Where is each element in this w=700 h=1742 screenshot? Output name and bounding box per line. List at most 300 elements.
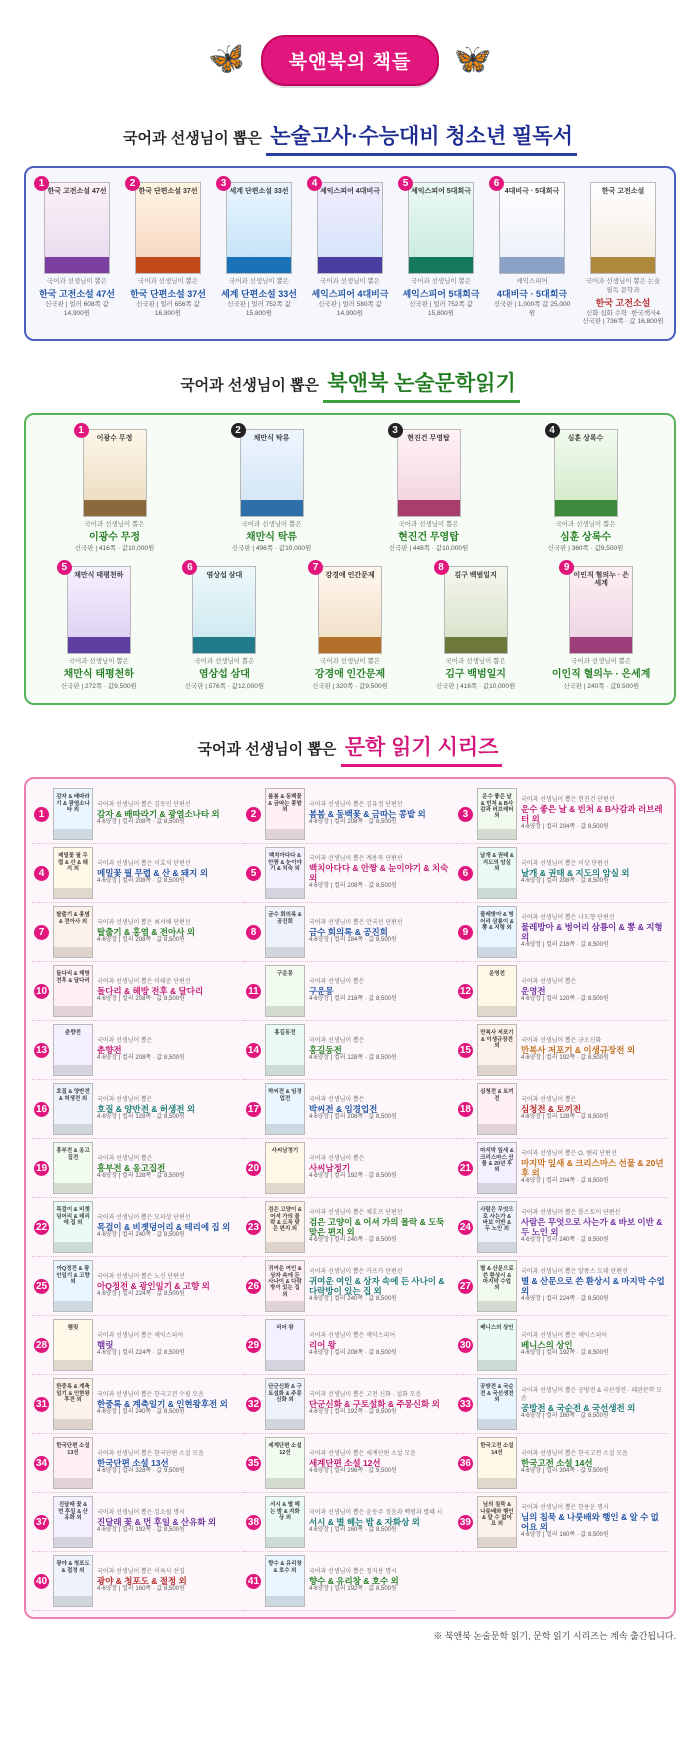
book-publisher-line: 국어과 선생님이 뽑은 세계단편 소설 모음 — [308, 1450, 416, 1457]
cover-title: 단군신화 & 구토설화 & 주몽신화 외 — [268, 1384, 302, 1403]
book-title: 호질 & 양반전 & 허생전 외 — [97, 1104, 195, 1115]
book-number: 21 — [459, 1162, 471, 1174]
book-number: 12 — [459, 985, 471, 997]
cover-band — [45, 257, 109, 273]
book-number: 20 — [247, 1162, 260, 1174]
book-price: 신국판 | 320쪽 · 값9,500원 — [312, 682, 388, 690]
book-card[interactable] — [309, 180, 391, 327]
cover-band — [266, 947, 304, 957]
book-title: 마지막 잎새 & 크리스마스 선물 & 20년 후 외 — [520, 1158, 664, 1179]
section-3-subtitle: 국어과 선생님이 뽑은 — [197, 741, 337, 759]
cover-title: 흥부전 & 옹고집전 — [56, 1148, 90, 1161]
book-publisher-line: 국어과 선생님이 뽑은 — [308, 1096, 365, 1103]
book-meta — [45, 658, 153, 691]
cover-title: 이광수 무정 — [96, 435, 133, 443]
cover-band — [478, 1301, 516, 1311]
cover-title: 한국단편 소설 13선 — [56, 1443, 90, 1456]
book-price: 신국판 | 얼러 752쪽 값 15,800원 — [227, 300, 291, 317]
book-number: 8 — [246, 925, 261, 940]
cover-title: 목걸이 & 비곗덩어리 & 테리에 집 외 — [56, 1207, 90, 1226]
book-meta — [521, 797, 666, 832]
book-publisher-line: 국어과 선생님이 뽑은 — [520, 1096, 577, 1103]
series-item[interactable] — [244, 903, 456, 962]
cover-band — [266, 888, 304, 898]
cover-band — [266, 1478, 304, 1488]
series-item[interactable] — [456, 1434, 668, 1493]
book-cover — [477, 788, 517, 840]
book-number: 3 — [216, 176, 231, 191]
book-publisher-line: 국어과 선생님이 뽑은 나도향 단편선 — [520, 914, 615, 921]
masthead — [0, 0, 700, 120]
book-price: 4·6양장 | 컬러 208쪽 · 값 8,500원 — [308, 883, 397, 890]
book-meta — [97, 1215, 242, 1240]
cover-band — [478, 1242, 516, 1252]
series-item[interactable] — [32, 1434, 244, 1493]
cover-title: 금수 회의록 & 공진회 — [268, 912, 302, 925]
book-title: 한중록 & 계축일기 & 인현왕후전 외 — [97, 1399, 228, 1410]
cover-title: 세계 단편소설 33선 — [229, 188, 289, 195]
book-cover — [499, 182, 565, 274]
series-item[interactable] — [32, 785, 244, 844]
series-item[interactable] — [456, 785, 668, 844]
cover-title: 돌다리 & 해방 전후 & 달다리 — [56, 971, 90, 984]
cover-band — [478, 1537, 516, 1547]
book-title: 진달래 꽃 & 먼 후일 & 산유화 외 — [97, 1517, 217, 1528]
cover-band — [478, 1124, 516, 1134]
book-publisher-line: 국어과 선생님이 뽑은 공방전 & 국선생전 · 패관문학 모음 — [520, 1388, 662, 1402]
book-meta — [36, 278, 118, 318]
book-cover — [477, 1201, 517, 1253]
book-meta — [521, 979, 666, 1004]
book-number: 9 — [559, 560, 574, 575]
book-price: 4·6양장 | 컬러 192쪽 · 값 8,500원 — [520, 1055, 609, 1062]
book-cover — [477, 1496, 517, 1548]
book-meta — [309, 802, 454, 827]
book-publisher-line: 국어과 선생님이 뽑은 — [410, 278, 472, 285]
book-card[interactable] — [296, 564, 404, 691]
book-publisher-line: 국어과 선생님이 뽑은 — [241, 521, 302, 529]
book-title: 이인직 혈의누 · 은세계 — [551, 669, 651, 680]
book-cover — [226, 182, 292, 274]
series-item[interactable] — [32, 1021, 244, 1080]
book-publisher-line: 국어과 선생님이 뽑은 — [97, 1155, 153, 1162]
cover-band — [478, 1183, 516, 1193]
book-card[interactable] — [491, 180, 573, 327]
book-title: 물레방아 & 벙어리 삼룡이 & 뽕 & 지형 외 — [520, 922, 663, 943]
cover-title: 사람은 무엇으로 사는가 & 바보 이반 & 두 노인 외 — [480, 1207, 514, 1233]
book-publisher-line: 국어과 선생님이 뽑은 카프카 단편선 — [308, 1268, 403, 1275]
series-item[interactable] — [244, 844, 456, 903]
book-cover — [135, 182, 201, 274]
book-title: 한국 고전소설 — [595, 297, 651, 308]
series-item[interactable] — [456, 844, 668, 903]
book-card[interactable] — [218, 180, 300, 327]
book-title: 강경애 인간문제 — [314, 669, 386, 680]
book-price: 4·6양장 | 얼러 160쪽 · 값 8,500원 — [308, 1527, 397, 1534]
book-meta — [521, 1388, 666, 1420]
book-publisher-line: 국어과 선생님이 뽑은 고전 신화 · 설화 모음 — [308, 1391, 422, 1398]
book-title: 이광수 무정 — [88, 531, 141, 543]
book-title: 운영전 — [520, 986, 546, 997]
book-cover — [265, 1083, 305, 1135]
book-title: 검은 고양이 & 어셔 가의 몰락 & 도둑 맞은 편지 외 — [308, 1217, 445, 1238]
book-price: 4·6양장 | 얼러 296쪽 · 값 9,500원 — [308, 1468, 397, 1475]
book-number: 10 — [35, 985, 48, 997]
book-cover — [265, 965, 305, 1017]
book-publisher-line: 국어과 선생님이 뽑은 — [308, 978, 365, 985]
cover-title: 날개 & 권태 & 지도의 암실 외 — [480, 853, 514, 872]
book-cover — [317, 182, 383, 274]
book-title: 채만식 탁류 — [245, 531, 298, 543]
cover-band — [68, 637, 130, 653]
cover-band — [266, 1301, 304, 1311]
cover-title: 한국 고전소설 — [601, 188, 645, 195]
series-item[interactable] — [32, 903, 244, 962]
book-title: 베니스의 상인 — [520, 1340, 573, 1351]
book-price: 4·6양장 | 컬러 208쪽 · 값 8,500원 — [97, 819, 185, 826]
book-price: 4·6양장 | 컬러 216쪽 · 값 8,500원 — [308, 996, 397, 1003]
book-price: 4·6양장 | 컬러 204쪽 · 값 8,500원 — [520, 824, 609, 831]
book-number: 1 — [74, 423, 89, 438]
book-title: 사람은 무엇으로 사는가 & 바보 이반 & 두 노인 외 — [520, 1217, 663, 1238]
book-price: 4·6양장 | 컬러 208쪽 · 값 8,500원 — [97, 996, 185, 1003]
book-cover — [265, 847, 305, 899]
book-number: 23 — [247, 1221, 260, 1233]
series-item[interactable] — [244, 1080, 456, 1139]
book-cover — [53, 906, 93, 958]
series-item[interactable] — [244, 1552, 456, 1611]
cover-band — [409, 257, 473, 273]
section-1-panel — [24, 166, 676, 341]
cover-title: 물레방아 & 벙어리 삼룡이 & 뽕 & 지형 외 — [480, 912, 514, 931]
book-cover — [477, 1142, 517, 1194]
cover-title: 마지막 잎새 & 크리스마스 선물 & 20년 후 외 — [480, 1148, 514, 1174]
cover-title: 춘향전 — [65, 1030, 81, 1037]
book-price: 신화 십화 수학 ·한국책사4 신국판 | 736쪽 · 값 16,800원 — [582, 309, 664, 326]
series-item[interactable] — [456, 962, 668, 1021]
book-number: 2 — [231, 423, 246, 438]
book-publisher-line: 국어과 선생님이 뽑은 — [319, 658, 381, 666]
series-item[interactable] — [244, 1021, 456, 1080]
book-price: 신국판 | 496쪽 · 값10,000원 — [231, 545, 312, 553]
cover-title: 님의 침묵 & 나룻배와 행인 & 알 수 없어요 외 — [480, 1502, 514, 1528]
book-cover — [53, 1142, 93, 1194]
cover-band — [318, 257, 382, 273]
series-grid — [32, 785, 668, 1611]
book-number: 29 — [247, 1339, 260, 1351]
book-title: 한국단편 소설 13선 — [97, 1458, 169, 1469]
series-item[interactable] — [456, 1375, 668, 1434]
series-item[interactable] — [244, 1139, 456, 1198]
book-title: 단군신화 & 구토설화 & 주몽신화 외 — [308, 1399, 440, 1410]
book-title: 감자 & 배따라기 & 광염소나타 외 — [97, 809, 220, 820]
book-price: 4·6양장 | 컬러 240쪽 · 값 8,500원 — [520, 1237, 609, 1244]
book-meta — [97, 861, 242, 886]
book-meta — [309, 1210, 454, 1245]
book-price: 4·6양장 | 얼러 304쪽 · 값 9,500원 — [520, 1468, 609, 1475]
book-number: 2 — [125, 176, 140, 191]
book-meta — [309, 1156, 454, 1181]
book-cover — [265, 1024, 305, 1076]
series-item[interactable] — [32, 844, 244, 903]
book-title: 염상섭 삼대 — [198, 669, 250, 680]
book-publisher-line: 국어과 선생님이 뽑은 셰익스피어 — [308, 1332, 396, 1339]
book-title: 별 & 산문으로 쓴 환상시 & 마지막 수업 외 — [520, 1276, 665, 1297]
book-publisher-line: 국어과 선생님이 뽑은 톨스토이 단편선 — [520, 1209, 621, 1216]
series-item[interactable] — [32, 1198, 244, 1257]
cover-title: 운수 좋은 날 & 빈처 & B사감과 러브레터 외 — [480, 794, 514, 820]
brand-logo: 북앤북의 책들 — [261, 35, 439, 86]
series-item[interactable] — [32, 1139, 244, 1198]
book-publisher-line: 국어과 선생님이 뽑은 이상 단편선 — [520, 860, 609, 867]
book-cover — [477, 1024, 517, 1076]
book-meta — [97, 802, 242, 827]
book-title: 메밀꽃 필 무렵 & 산 & 돼지 외 — [97, 868, 208, 879]
book-cover — [265, 1555, 305, 1607]
series-item[interactable] — [244, 785, 456, 844]
book-meta — [309, 1510, 454, 1535]
book-title: 금수 회의록 & 공진회 — [308, 927, 388, 938]
book-price: 4·6양장 | 컬러 208쪽 · 값 8,500원 — [308, 819, 397, 826]
book-cover — [265, 1378, 305, 1430]
book-number: 1 — [34, 176, 49, 191]
book-card[interactable] — [56, 427, 174, 554]
book-cover — [53, 788, 93, 840]
book-card[interactable] — [582, 180, 664, 327]
book-title: 향수 & 유리창 & 호수 외 — [308, 1576, 399, 1587]
book-publisher-line: 국어과 선생님이 뽑은 — [520, 978, 577, 985]
book-price: 신국판 | 272쪽 · 값9,500원 — [60, 682, 137, 690]
book-title: 햄릿 — [97, 1340, 114, 1351]
book-price: 신국판 | 416쪽 · 값10,000원 — [435, 682, 516, 690]
book-meta — [97, 1392, 242, 1417]
book-price: 4·6양장 | 컬러 160쪽 · 값 8,500원 — [520, 1412, 609, 1419]
book-title: 현진건 무영탑 — [398, 531, 459, 543]
cover-band — [266, 1419, 304, 1429]
book-cover — [192, 566, 256, 654]
book-cover — [53, 847, 93, 899]
book-publisher-line: 국어과 선생님이 뽑은 이효석 단편선 — [97, 860, 191, 867]
cover-band — [500, 257, 564, 273]
book-publisher-line: 국어과 선생님이 뽑은 — [97, 1037, 153, 1044]
series-item[interactable] — [456, 903, 668, 962]
book-price: 신국판 | 얼러 608쪽 값 14,900원 — [45, 300, 109, 317]
book-number: 18 — [459, 1103, 471, 1115]
book-cover — [318, 566, 382, 654]
book-card[interactable] — [127, 180, 209, 327]
book-number: 3 — [388, 423, 403, 438]
book-price: 4·6양장 | 얼러 160쪽 · 값 8,500원 — [97, 1586, 185, 1593]
cover-title: 홍길동전 — [274, 1030, 296, 1037]
book-price: 4·6양장 | 컬러 240쪽 · 값 8,500원 — [97, 1232, 185, 1239]
series-item[interactable] — [456, 1021, 668, 1080]
series-item[interactable] — [456, 1257, 668, 1316]
section-2-panel — [24, 413, 676, 705]
book-publisher-line: 국어과 선생님이 뽑은 — [308, 1155, 365, 1162]
book-number: 11 — [246, 984, 261, 999]
cover-title: 김구 백범일지 — [454, 572, 497, 580]
book-card[interactable] — [45, 564, 153, 691]
cover-title: 리어 왕 — [276, 1325, 294, 1332]
book-publisher-line: 국어과 선생님이 뽑은 이육사 선집 — [97, 1568, 185, 1575]
book-price: 4·6양장 | 컬러 128쪽 · 값 8,500원 — [308, 1055, 397, 1062]
series-item[interactable] — [244, 962, 456, 1021]
cover-title: 운영전 — [488, 971, 505, 978]
book-publisher-line: 국어과 선생님이 뽑은 — [445, 658, 506, 666]
book-price: 4·6양장 | 컬러 184쪽 · 값 8,500원 — [308, 937, 397, 944]
book-number: 28 — [35, 1339, 48, 1351]
series-item[interactable] — [456, 1493, 668, 1552]
book-number: 6 — [182, 560, 197, 575]
section-2-row-1 — [36, 427, 664, 554]
book-card[interactable] — [213, 427, 331, 554]
cover-band — [54, 1419, 92, 1429]
book-price: 4·6양장 | 컬러 224쪽 · 값 8,500원 — [97, 1350, 185, 1357]
book-publisher-line: 국어과 선생님이 뽑은 노신 단편선 — [97, 1273, 185, 1280]
cover-title: 염상섭 삼대 — [206, 572, 243, 580]
book-publisher-line: 국어과 선생님이 뽑은 — [571, 658, 632, 666]
book-title: 심청전 & 토끼전 — [520, 1104, 582, 1115]
book-cover — [554, 429, 618, 517]
book-cover — [477, 1083, 517, 1135]
book-card[interactable] — [36, 180, 118, 327]
book-number: 7 — [308, 560, 323, 575]
book-meta — [547, 658, 655, 691]
book-cover — [477, 847, 517, 899]
series-item[interactable] — [32, 1080, 244, 1139]
series-item[interactable] — [32, 1493, 244, 1552]
series-item[interactable] — [32, 1316, 244, 1375]
book-number: 2 — [246, 807, 261, 822]
book-number: 40 — [35, 1575, 48, 1587]
book-title: 봄봄 & 동백꽃 & 금따는 콩밭 외 — [308, 809, 426, 820]
book-price: 4·6양장 | 컬러 208쪽 · 값 8,500원 — [97, 878, 185, 885]
book-number: 22 — [35, 1221, 48, 1233]
cover-band — [54, 1478, 92, 1488]
book-cover — [265, 906, 305, 958]
book-price: 4·6양장 | 컬러 208쪽 · 값 8,500원 — [97, 1055, 185, 1062]
book-meta — [170, 658, 278, 691]
book-price: 4·6양장 | 얼러 328쪽 · 값 9,500원 — [97, 1468, 185, 1475]
book-meta — [521, 1038, 666, 1063]
book-publisher-line: 국어과 선생님이 뽑은 체호프 단편선 — [308, 1209, 403, 1216]
series-item[interactable] — [244, 1375, 456, 1434]
series-item[interactable] — [244, 1434, 456, 1493]
cover-band — [241, 500, 303, 516]
cover-band — [478, 888, 516, 898]
cover-title: 세계단편 소설 12선 — [268, 1443, 302, 1456]
book-cover — [477, 1260, 517, 1312]
series-item[interactable] — [456, 1198, 668, 1257]
book-publisher-line: 국어과 선생님이 뽑은 알퐁스 도데 단편선 — [520, 1268, 628, 1275]
book-cover — [477, 1319, 517, 1371]
book-number: 9 — [458, 925, 473, 940]
series-item[interactable] — [456, 1316, 668, 1375]
book-price: 4·6양장 | 컬러 224쪽 · 값 8,500원 — [520, 1296, 609, 1303]
book-card[interactable] — [170, 564, 278, 691]
book-price: 4·6양장 | 컬러 128쪽 · 값 8,500원 — [97, 1173, 185, 1180]
book-title: 한국 단편소설 37선 — [130, 288, 206, 299]
book-number: 15 — [459, 1044, 471, 1056]
footnote: ※ 북앤북 논술문학 읽기, 문학 읽기 시리즈는 계속 출간됩니다. — [433, 1631, 676, 1642]
cover-title: 진달래 꽃 & 먼 후일 & 산유화 외 — [58, 1502, 88, 1521]
series-item[interactable] — [32, 1257, 244, 1316]
book-meta — [309, 920, 454, 945]
book-price: 신국판 | 360쪽 · 값9,500원 — [547, 545, 624, 553]
book-title: 춘향전 — [97, 1045, 122, 1056]
book-title: 흥부전 & 옹고집전 — [97, 1163, 166, 1174]
book-cover — [265, 788, 305, 840]
cover-band — [319, 637, 381, 653]
book-cover — [477, 965, 517, 1017]
book-publisher-line: 국어과 선생님이 뽑은 — [555, 521, 616, 529]
book-cover — [53, 1555, 93, 1607]
book-title: 세계단편 소설 12선 — [308, 1458, 381, 1469]
book-cover — [397, 429, 461, 517]
book-number: 4 — [545, 423, 560, 438]
series-item[interactable] — [32, 1552, 244, 1611]
book-cover — [83, 429, 147, 517]
book-title: 한국고전 소설 14선 — [520, 1458, 593, 1469]
book-publisher-line: 국어과 선생님이 뽑은 논술 필독 문학과 — [585, 278, 661, 294]
series-item[interactable] — [32, 1375, 244, 1434]
book-title: 광야 & 청포도 & 절정 외 — [97, 1576, 187, 1587]
book-title: 탈출기 & 홍염 & 전아사 외 — [97, 927, 195, 938]
book-publisher-line: 국어과 선생님이 뽑은 — [319, 278, 381, 285]
book-publisher-line: 국어과 선생님이 뽑은 셰익스피어 — [520, 1332, 608, 1339]
cover-title: 검은 고양이 & 어셔 가의 몰락 & 도둑 맞은 편지 외 — [268, 1207, 302, 1233]
book-price: 4·6양장 | 컬러 192쪽 · 값 8,500원 — [308, 1173, 397, 1180]
book-card[interactable] — [370, 427, 488, 554]
book-card[interactable] — [422, 564, 530, 691]
cover-title: 강경애 인간문제 — [325, 572, 375, 580]
cover-band — [54, 1124, 92, 1134]
book-publisher-line: 국어과 선생님이 뽑은 안국선 단편선 — [308, 919, 403, 926]
book-price: 4·6양장 | 컬러 240쪽 · 값 8,500원 — [97, 1409, 185, 1416]
cover-title: 한국 단편소설 37선 — [138, 188, 198, 195]
cover-title: 심훈 상록수 — [567, 435, 604, 443]
series-item[interactable] — [456, 1139, 668, 1198]
book-publisher-line: 국어과 선생님이 뽑은 O. 헨리 단편선 — [520, 1150, 617, 1157]
book-publisher-line: 국어과 선생님이 뽑은 — [398, 521, 459, 529]
book-meta — [218, 278, 300, 318]
series-item[interactable] — [244, 1493, 456, 1552]
book-meta — [309, 1569, 454, 1594]
cover-title: 햄릿 — [67, 1325, 79, 1332]
book-publisher-line: 국어과 선생님이 뽑은 현진건 단편선 — [520, 796, 615, 803]
book-price: 4·6양장 | 컬러 208쪽 · 값 8,500원 — [520, 878, 609, 885]
series-item[interactable] — [244, 1257, 456, 1316]
book-title: 박씨전 & 임경업전 — [308, 1104, 378, 1115]
book-card[interactable] — [527, 427, 645, 554]
series-item[interactable] — [244, 1198, 456, 1257]
book-meta — [521, 1505, 666, 1540]
book-card[interactable] — [400, 180, 482, 327]
series-item[interactable] — [456, 1080, 668, 1139]
cover-band — [266, 1537, 304, 1547]
cover-title: 한국고전 소설 14선 — [480, 1443, 514, 1456]
book-publisher-line: 국어과 선생님이 뽑은 — [84, 521, 145, 529]
cover-band — [266, 829, 304, 839]
series-item[interactable] — [244, 1316, 456, 1375]
series-item[interactable] — [32, 962, 244, 1021]
book-number: 6 — [489, 176, 504, 191]
cover-title: 봄봄 & 동백꽃 & 금따는 콩밭 외 — [268, 794, 302, 813]
book-card[interactable] — [547, 564, 655, 691]
book-meta — [97, 1156, 242, 1181]
book-meta — [370, 521, 488, 554]
book-price: 신국판 | 얼러 580쪽 값 14,900원 — [318, 300, 382, 317]
